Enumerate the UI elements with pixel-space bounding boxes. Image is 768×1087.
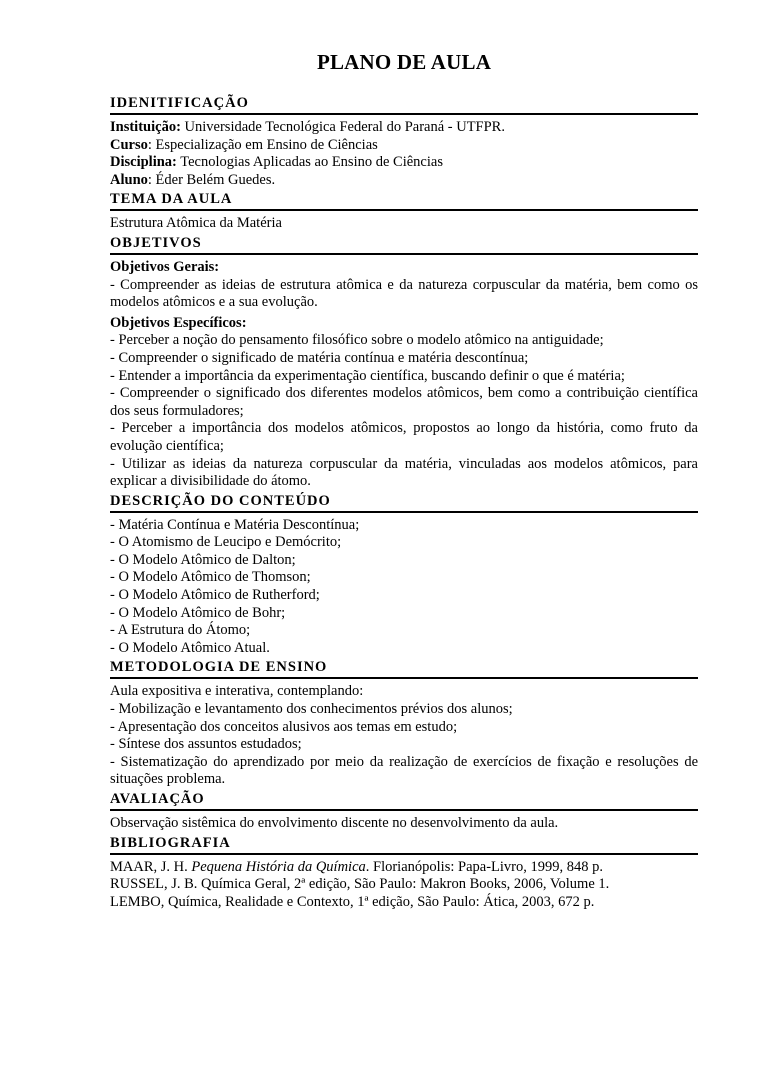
conteudo-item: - O Modelo Atômico de Bohr; [110, 604, 286, 621]
course-label: Curso [110, 136, 148, 153]
objetivo-especifico-item: - Perceber a noção do pensamento filosófico sobre o modelo atômico na antiguidade; [110, 332, 604, 349]
section-header-conteudo: DESCRIÇÃO DO CONTEÚDO [110, 493, 698, 513]
student-line [110, 172, 698, 190]
conteudo-item: - O Modelo Atômico de Thomson; [110, 569, 311, 586]
course-value: : Especialização em Ensino de Ciências [147, 136, 378, 153]
ref-1-author: MAAR, J. H. [110, 858, 192, 875]
bibliography-ref-2: RUSSEL, J. B. Química Geral, 2ª edição, São Paulo: Makron Books, 2006, Volume 1. [110, 876, 610, 893]
section-metodologia [110, 659, 698, 789]
avaliacao-text: Observação sistêmica do envolvimento discente no desenvolvimento da aula. [110, 815, 559, 831]
bibliography-ref-3: LEMBO, Química, Realidade e Contexto, 1ª edição, São Paulo: Ática, 2003, 672 p. [110, 893, 595, 910]
institution-line [110, 119, 698, 137]
institution-value: Universidade Tecnológica Federal do Paraná - UTFPR. [180, 119, 505, 135]
objetivo-geral-item: - Compreender as ideias de estrutura atômica e da natureza corpuscular da matéria, bem como os modelos atômicos e a sua evolução. [110, 276, 698, 311]
tema-text: Estrutura Atômica da Matéria [110, 215, 282, 232]
conteudo-item: - O Atomismo de Leucipo e Demócrito; [110, 534, 342, 551]
section-header-avaliacao: AVALIAÇÃO [110, 791, 698, 811]
objetivo-especifico-item: - Entender a importância da experimentação científica, buscando definir o que é matéria; [110, 367, 625, 384]
document-page [110, 50, 698, 911]
objetivo-especifico-item: - Perceber a importância dos modelos atômicos, propostos ao longo da história, como fruto da evolução científica; [110, 420, 698, 454]
section-header-bibliografia: BIBLIOGRAFIA [110, 835, 698, 855]
section-tema [110, 191, 698, 233]
discipline-line [110, 154, 698, 172]
discipline-value: Tecnologias Aplicadas ao Ensino de Ciências [176, 154, 443, 171]
section-header-objetivos: OBJETIVOS [110, 235, 698, 255]
student-value: : Éder Belém Guedes. [147, 171, 276, 188]
course-line [110, 137, 698, 155]
metodologia-item: - Síntese dos assuntos estudados; [110, 736, 302, 753]
objetivo-especifico-item: - Compreender o significado de matéria contínua e matéria descontínua; [110, 349, 529, 366]
objetivo-especifico-item: - Compreender o significado dos diferentes modelos atômicos, bem como a contribuição científica dos seus formuladores; [110, 385, 698, 419]
section-avaliacao [110, 791, 698, 833]
ref-1-publisher: . Florianópolis: Papa-Livro, 1999, 848 p. [365, 858, 603, 875]
metodologia-item: - Sistematização do aprendizado por meio da realização de exercícios de fixação e resoluções de situações problema. [110, 753, 698, 788]
objetivos-gerais-label: Objetivos Gerais: [110, 258, 220, 275]
conteudo-item: - O Modelo Atômico Atual. [110, 639, 270, 656]
section-bibliografia [110, 835, 698, 912]
ref-1-title: Pequena História da Química [191, 858, 366, 875]
section-objetivos [110, 235, 698, 491]
metodologia-item: - Mobilização e levantamento dos conhecimentos prévios dos alunos; [110, 701, 513, 718]
section-identificacao [110, 95, 698, 189]
section-header-tema: TEMA DA AULA [110, 191, 698, 211]
objetivo-especifico-item: - Utilizar as ideias da natureza corpuscular da matéria, vinculadas aos modelos atômicos, para explicar a divisibilidade do átomo. [110, 455, 698, 490]
metodologia-item: Aula expositiva e interativa, contemplando: [110, 683, 364, 700]
conteudo-item: - Matéria Contínua e Matéria Descontínua; [110, 516, 360, 533]
conteudo-item: - O Modelo Atômico de Rutherford; [110, 587, 320, 604]
metodologia-item: - Apresentação dos conceitos alusivos aos temas em estudo; [110, 718, 458, 735]
section-header-identificacao: IDENITIFICAÇÃO [110, 95, 698, 115]
bibliography-ref-1 [110, 859, 698, 877]
institution-label: Instituição: [110, 119, 181, 135]
objetivos-especificos-label: Objetivos Específicos: [110, 314, 247, 331]
document-title: PLANO DE AULA [316, 50, 492, 74]
conteudo-item: - O Modelo Atômico de Dalton; [110, 551, 296, 568]
discipline-label: Disciplina: [110, 154, 177, 171]
conteudo-item: - A Estrutura do Átomo; [110, 622, 251, 639]
student-label: Aluno [110, 171, 148, 188]
section-conteudo [110, 493, 698, 658]
section-header-metodologia: METODOLOGIA DE ENSINO [110, 659, 698, 679]
